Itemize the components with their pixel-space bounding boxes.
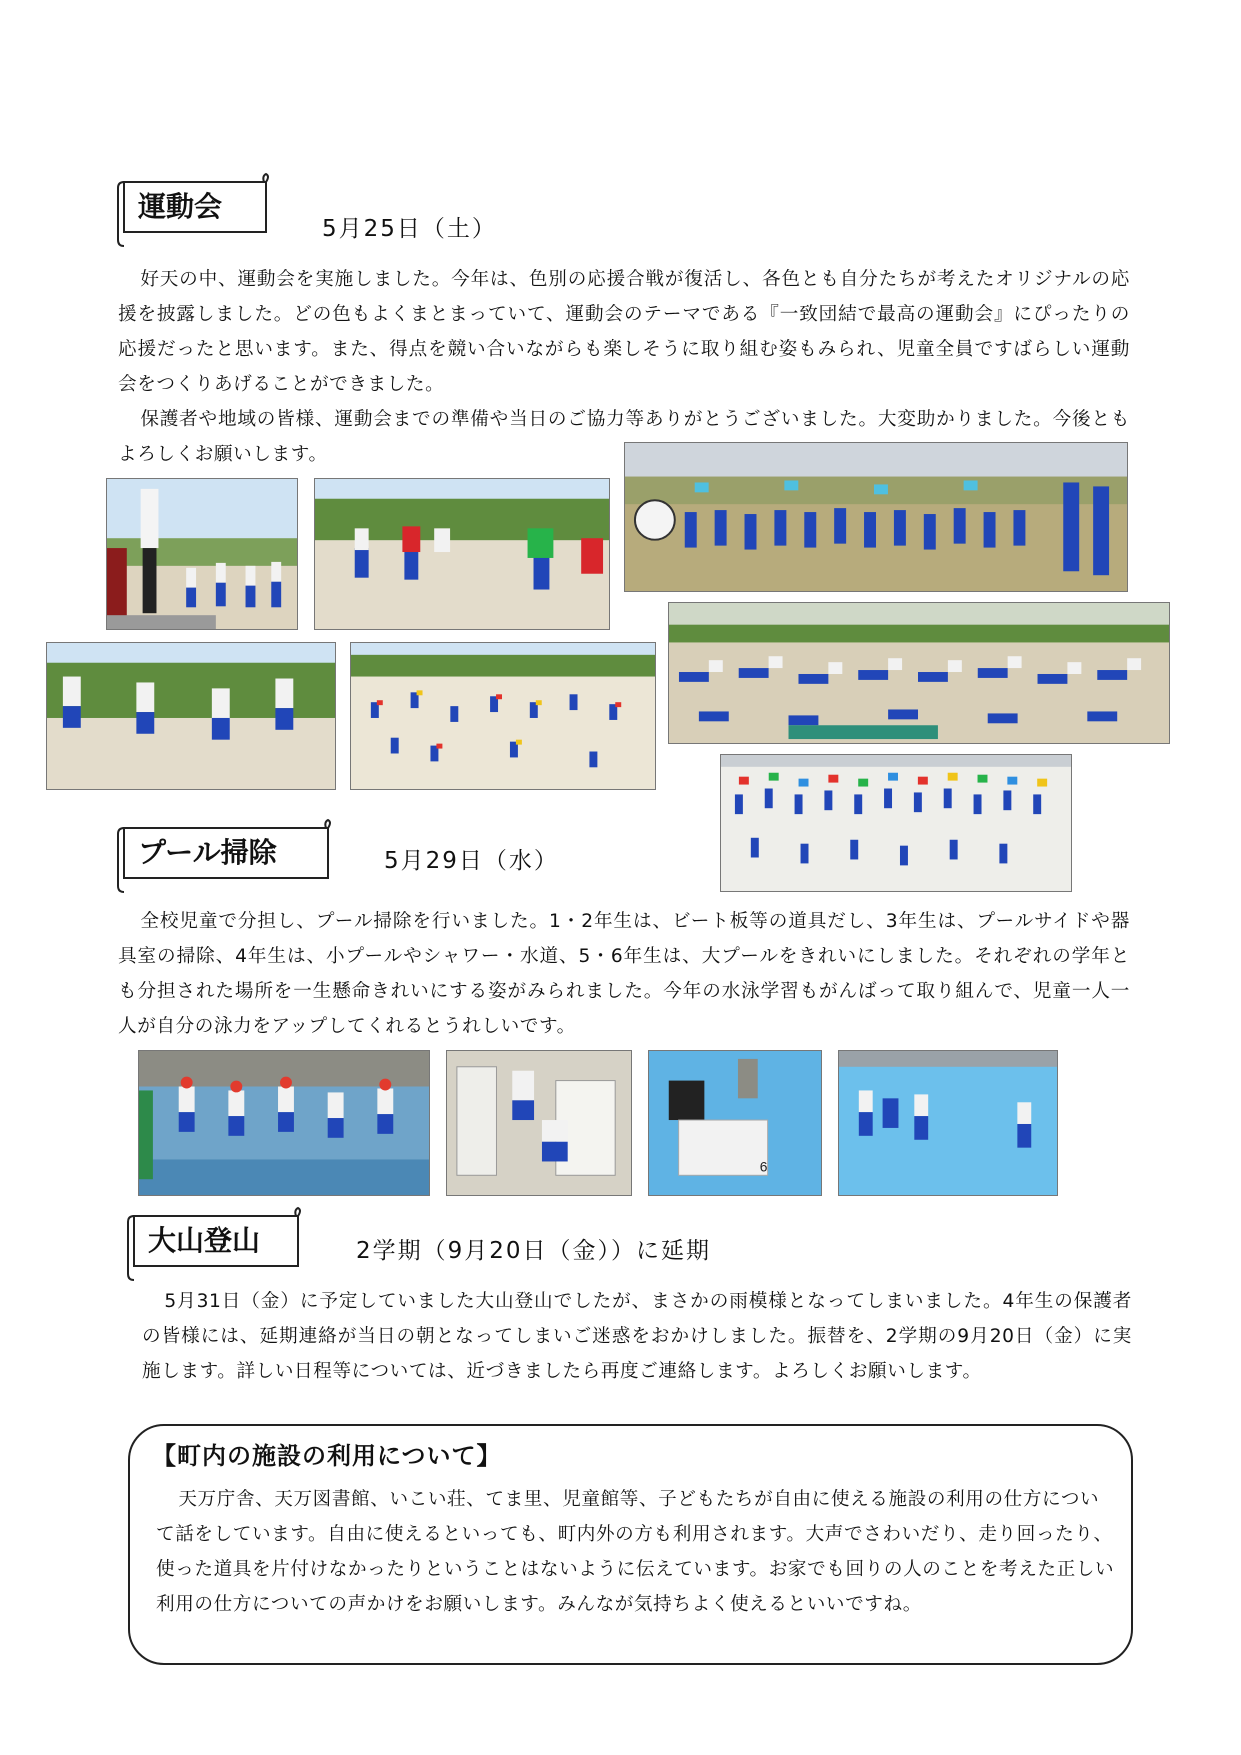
mountain-hike-text bbox=[142, 1284, 1132, 1389]
photo-teacher-on-stage bbox=[106, 478, 298, 630]
pool-cleaning-paragraph: 全校児童で分担し、プール掃除を行いました。1・2年生は、ビート板等の道具だし、3年生は、プールサイドや器具室の掃除、4年生は、小プールやシャワー・水道、5・6年生は、大プールをきれいにしました。それぞれの学年とも分担された場所を一生懸命きれいにする姿がみられました。今年の水泳学習もがんばって取り組んで、児童一人一人が自分の泳力をアップしてくれるとうれしいです。 bbox=[118, 911, 1130, 1037]
pool-cleaning-title: プール掃除 bbox=[138, 836, 277, 869]
mountain-hike-paragraph: 5月31日（金）に予定していました大山登山でしたが、まさかの雨模様となってしまいました。4年生の保護者の皆様には、延期連絡が当日の朝となってしまいご迷惑をおかけしました。振替を、2学期の9月20日（金）に実施します。詳しい日程等については、近づきましたら再度ご連絡します。よろしくお願いします。 bbox=[142, 1291, 1132, 1382]
photo-flag-performance bbox=[350, 642, 656, 790]
starting-block-number: 6 bbox=[759, 1158, 768, 1175]
photo-exercise-formation bbox=[668, 602, 1170, 744]
photo-relay-race bbox=[314, 478, 610, 630]
sports-day-paragraph-2: 保護者や地域の皆様、運動会までの準備や当日のご協力等ありがとうございました。大変助かりました。今後ともよろしくお願いします。 bbox=[118, 409, 1130, 465]
photo-large-pool bbox=[838, 1050, 1058, 1196]
pool-cleaning-text bbox=[118, 904, 1130, 1044]
photo-cheering-dance bbox=[624, 442, 1128, 592]
photo-flag-dance-field bbox=[720, 754, 1072, 892]
facilities-notice-box bbox=[128, 1424, 1133, 1665]
sports-day-date: 5月25日（土） bbox=[322, 216, 497, 242]
sports-day-paragraph-1: 好天の中、運動会を実施しました。今年は、色別の応援合戦が復活し、各色とも自分たちが考えたオリジナルの応援を披露しました。どの色もよくまとまっていて、運動会のテーマである『一致団結で最高の運動会』にぴったりの応援だったと思います。また、得点を競い合いながらも楽しそうに取り組む姿もみられ、児童全員ですばらしい運動会をつくりあげることができました。 bbox=[118, 269, 1130, 395]
facilities-notice-title: 【町内の施設の利用について】 bbox=[152, 1442, 502, 1470]
pool-cleaning-heading bbox=[116, 822, 334, 884]
photo-running-students bbox=[46, 642, 336, 790]
sports-day-title: 運動会 bbox=[138, 190, 223, 223]
mountain-hike-heading bbox=[126, 1210, 304, 1272]
sports-day-heading bbox=[116, 176, 272, 238]
mountain-hike-title: 大山登山 bbox=[148, 1224, 261, 1257]
facilities-notice-paragraph: 天万庁舎、天万図書館、いこい荘、てま里、児童館等、子どもたちが自由に使える施設の利用の仕方について話をしています。自由に使えるといっても、町内外の方も利用されます。大声でさわいだり、走り回ったり、使った道具を片付けなかったりということはないように伝えています。お家でも回りの人のことを考えた正しい利用の仕方についての声かけをお願いします。みんなが気持ちよく使えるといいですね。 bbox=[156, 1489, 1115, 1615]
photo-equipment-room bbox=[446, 1050, 632, 1196]
mountain-hike-date: 2学期（9月20日（金））に延期 bbox=[356, 1238, 712, 1264]
sports-day-text bbox=[118, 262, 1130, 472]
photo-pool-scrubbing bbox=[138, 1050, 430, 1196]
photo-starting-block bbox=[648, 1050, 822, 1196]
pool-cleaning-date: 5月29日（水） bbox=[384, 848, 559, 874]
facilities-notice-body bbox=[156, 1482, 1116, 1622]
